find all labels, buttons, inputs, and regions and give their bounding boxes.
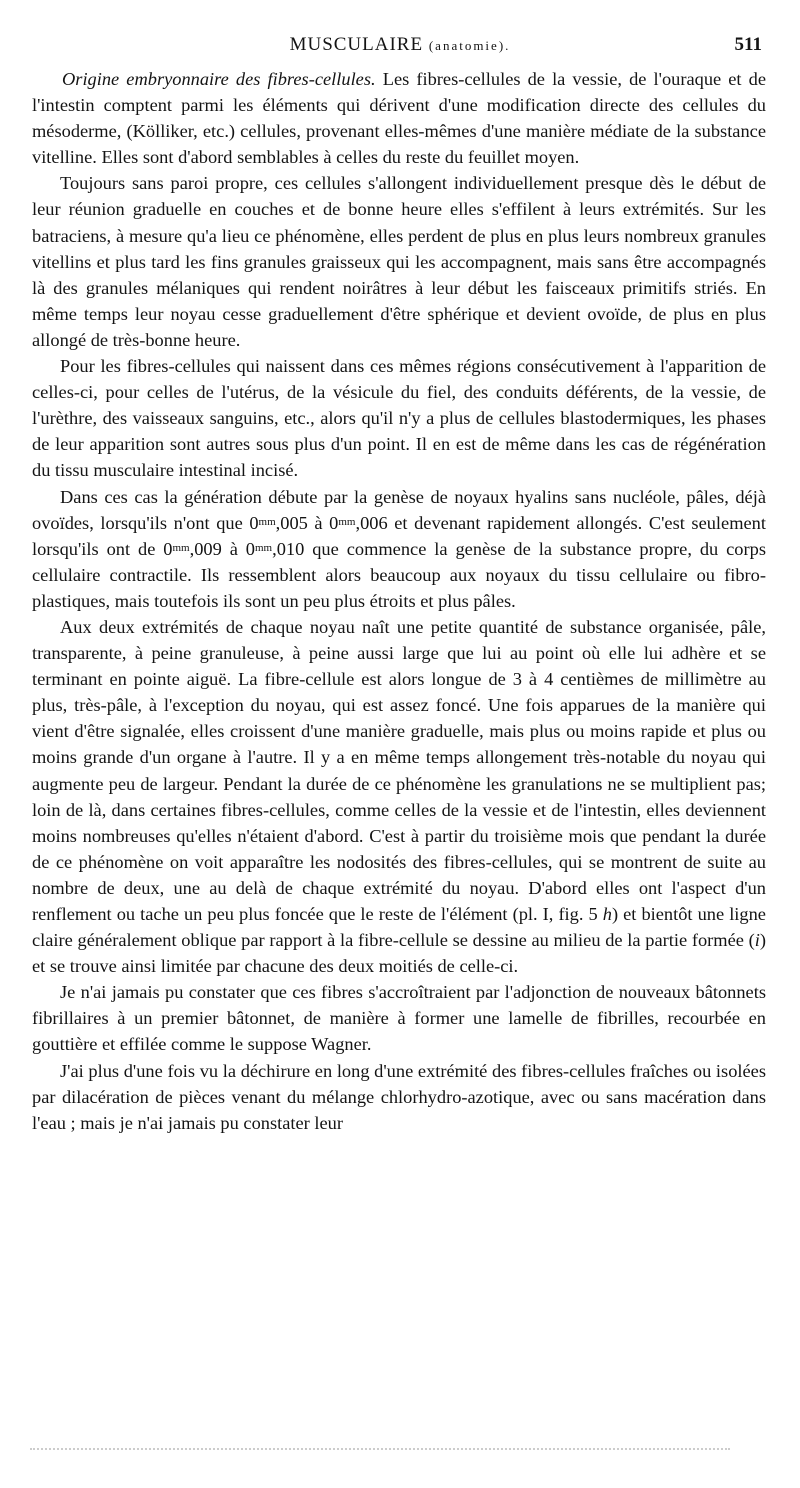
paragraph-6: Je n'ai jamais pu constater que ces fibres s'accroîtraient par l'adjonction de nouveaux bâtonnets fibrillaires à un premier bâtonnet, de manière à former une lamelle de fibrilles, recourbée en gouttière et effilée comme le suppose Wagner. (32, 982, 766, 1055)
paragraph-4-text-b: ,005 à 0 (275, 512, 339, 533)
unit-superscript: mm (338, 515, 356, 528)
unit-superscript: mm (172, 541, 190, 554)
paragraph-5-text-b: ) et bientôt une ligne claire généralement oblique par rapport à la fibre-cellule se dessine au milieu de la partie formée ( (32, 904, 766, 951)
figure-letter-i: i (754, 930, 760, 951)
unit-superscript: mm (258, 515, 276, 528)
scan-artifact-dots (30, 1448, 730, 1454)
paragraph-3: Pour les fibres-cellules qui naissent dans ces mêmes régions consécutivement à l'apparition de celles-ci, pour celles de l'utérus, de la vésicule du fiel, des conduits déférents, de la vessie, de l'urèthre, des vaisseaux sanguins, etc., alors qu'il n'y a plus de cellules blastodermiques, les phases de leur apparition sont autres sous plus d'un point. Il en est de même dans les cas de régénération du tissu musculaire intestinal incisé. (32, 356, 766, 481)
figure-letter-h: h (602, 904, 612, 924)
paragraph-4-text-e: ,010 que commence la genèse de la substance propre, du corps cellulaire contractile. Ils ressemblent alors beaucoup aux noyaux du tissu cellulaire ou fibro-plastiques, mais toutefois ils sont un peu plus étroits et plus pâles. (32, 538, 766, 611)
paragraph-5-text-a: Aux deux extrémités de chaque noyau naît une petite quantité de substance organisée, pâle, transparente, à peine granuleuse, à peine aussi large que lui au point où elle lui adhère et se terminant en pointe aiguë. La fibre-cellule est alors longue de 3 à 4 centièmes de millimètre au plus, très-pâle, à l'exception du noyau, qui est assez foncé. Une fois apparues de la manière qui vient d'être signalée, elles croissent d'une manière graduelle, mais plus ou moins rapide et plus ou moins grande d'un organe à l'autre. Il y a en même temps allongement très-notable du noyau qui augmente peu de largeur. Pendant la durée de ce phénomène les granulations ne se multiplient pas; loin de là, dans certaines fibres-cellules, comme celles de la vessie et de l'intestin, elles deviennent moins nombreuses qu'elles n'étaient d'abord. C'est à partir du troisième mois que pendant la durée de ce phénomène on voit apparaître les nodosités des fibres-cellules, qui se montrent de suite au nombre de deux, une au delà de chaque extrémité du noyau. D'abord elles ont l'aspect d'un renflement ou tache un peu plus foncée que le reste de l'élément (pl. I, fig. 5 (32, 616, 766, 924)
paragraph-4 (32, 484, 766, 614)
section-heading: Origine embryonnaire des fibres-cellules. (62, 69, 376, 89)
paragraph-4-text-a: Dans ces cas la génération débute par la genèse de noyaux hyalins sans nucléole, pâles, déjà ovoïdes, lorsqu'ils n'ont que 0 (32, 486, 766, 533)
paragraph-7: J'ai plus d'une fois vu la déchirure en long d'une extrémité des fibres-cellules fraîches ou isolées par dilacération de pièces venant du mélange chlorhydro-azotique, avec ou sans macération dans l'eau ; mais je n'ai jamais pu constater leur (32, 1060, 766, 1133)
running-title-main: MUSCULAIRE (289, 34, 424, 55)
page-number: 511 (734, 34, 762, 55)
paragraph-4-text-c: ,006 et devenant rapidement allongés. C'est seulement lorsqu'ils ont de 0 (32, 512, 766, 559)
body-text (32, 66, 766, 1136)
paragraph-1 (32, 66, 766, 170)
running-title (32, 34, 768, 56)
paragraph-5 (32, 614, 766, 979)
unit-superscript: mm (255, 541, 273, 554)
paragraph-5-text-c: ) et se trouve ainsi limitée par chacune des deux moitiés de celle-ci. (32, 930, 766, 977)
paragraph-4-text-d: ,009 à 0 (189, 538, 255, 559)
paragraph-2: Toujours sans paroi propre, ces cellules s'allongent individuellement presque dès le début de leur réunion graduelle en couches et de bonne heure elles s'effilent à leurs extrémités. Sur les batraciens, à mesure qu'a lieu ce phénomène, elles perdent de plus en plus leurs nombreux granules vitellins et plus tard les fins granules graisseux qui les accompagnent, mais sans être accompagnés là des granules mélaniques qui rendent noirâtres à leur début les faisceaux primitifs striés. En même temps leur noyau cesse graduellement d'être sphérique et devient ovoïde, de plus en plus allongé de très-bonne heure. (32, 173, 766, 350)
running-title-section: (anatomie). (428, 38, 511, 53)
running-header (32, 34, 768, 60)
paragraph-1-text: Les fibres-cellules de la vessie, de l'ouraque et de l'intestin comptent parmi les éléments qui dérivent d'une modification directe des cellules du mésoderme, (Kölliker, etc.) cellules, provenant elles-mêmes d'une manière médiate de la substance vitelline. Elles sont d'abord semblables à celles du reste du feuillet moyen. (32, 69, 766, 168)
